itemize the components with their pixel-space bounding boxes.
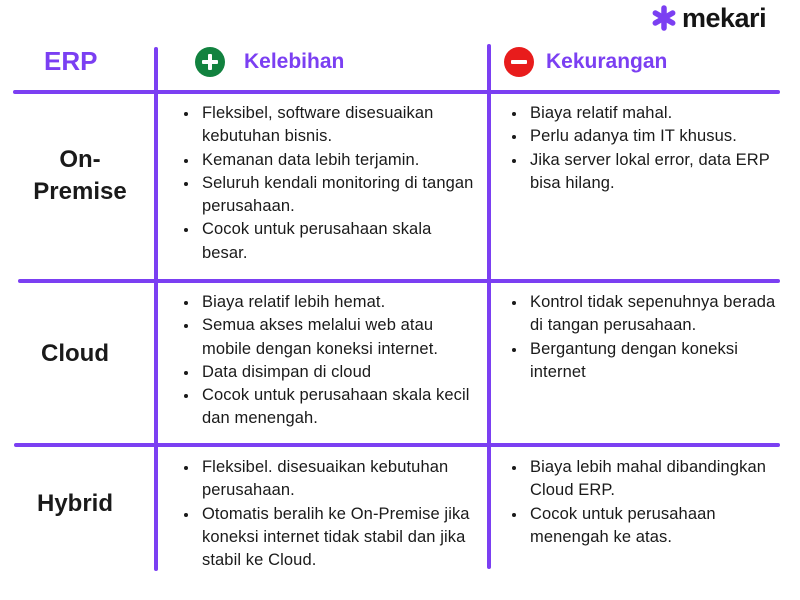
list-item: • Cocok untuk perusahaan skala besar. (199, 218, 476, 265)
list-item: • Cocok untuk perusahaan menengah ke atas. (527, 503, 778, 550)
list-item: • Fleksibel, software disesuaikan kebutuhan bisnis. (199, 102, 476, 149)
mekari-logo (651, 4, 766, 32)
list-item: • Biaya relatif mahal. (527, 102, 778, 125)
asterisk-logo-icon (651, 5, 677, 31)
column-divider-2 (487, 44, 491, 569)
row-divider-2 (14, 443, 780, 447)
header-divider (13, 90, 780, 94)
header-erp: ERP (44, 46, 98, 76)
cell-cloud-cons (508, 291, 778, 384)
header-pros (195, 47, 344, 77)
cell-hybrid-cons (508, 456, 778, 549)
list-item: • Kemanan data lebih terjamin. (199, 149, 476, 172)
list-item: • Cocok untuk perusahaan skala kecil dan menengah. (199, 384, 480, 431)
header-pros-label: Kelebihan (244, 50, 345, 73)
list-item: • Bergantung dengan koneksi internet (527, 338, 778, 385)
header-cons (504, 47, 667, 77)
list-item: • Biaya lebih mahal dibandingkan Cloud ERP. (527, 456, 778, 503)
minus-circle-icon (504, 47, 534, 77)
row-label-cloud: Cloud (41, 340, 109, 367)
list-item: • Data disimpan di cloud (199, 361, 480, 384)
brand-name: mekari (682, 2, 767, 33)
list-item: • Biaya relatif lebih hemat. (199, 291, 480, 314)
plus-circle-icon (195, 47, 225, 77)
list-item: • Jika server lokal error, data ERP bisa hilang. (527, 149, 778, 196)
list-item: • Seluruh kendali monitoring di tangan perusahaan. (199, 172, 476, 219)
row-divider-1 (18, 279, 780, 283)
header-cons-label: Kekurangan (546, 50, 668, 73)
list-item: • Kontrol tidak sepenuhnya berada di tangan perusahaan. (527, 291, 778, 338)
list-item: • Fleksibel. disesuaikan kebutuhan perusahaan. (199, 456, 476, 503)
cell-cloud-pros (180, 291, 480, 431)
list-item: • Perlu adanya tim IT khusus. (527, 125, 778, 148)
column-divider-1 (154, 47, 158, 571)
cell-on-premise-pros (180, 102, 476, 265)
row-label-on-premise: On- Premise (33, 146, 127, 205)
list-item: • Semua akses melalui web atau mobile dengan koneksi internet. (199, 314, 480, 361)
cell-hybrid-pros (180, 456, 476, 572)
cell-on-premise-cons (508, 102, 778, 195)
row-label-hybrid: Hybrid (36, 490, 113, 517)
list-item: • Otomatis beralih ke On-Premise jika koneksi internet tidak stabil dan jika stabil ke Cloud. (199, 503, 476, 573)
